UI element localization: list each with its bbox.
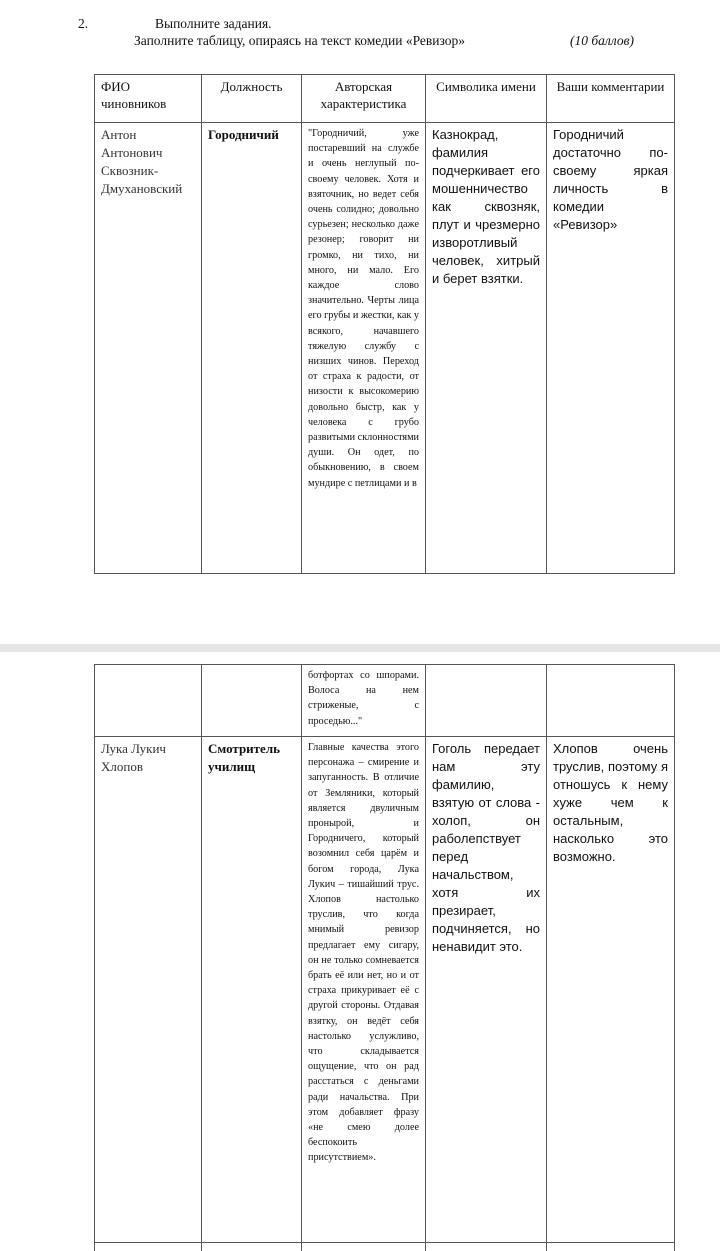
table-row [95,737,675,1243]
table-row [95,1243,675,1251]
next-row-cell [426,1243,547,1251]
task-subtask: Заполните таблицу, опираясь на текст комедии «Ревизор» [134,33,465,48]
row1-comment: Городничий достаточно по-своему яркая личность в комедии «Ревизор» [547,123,675,574]
table-header-row [95,75,675,123]
task-instruction: Выполните задания. [155,16,272,31]
row2-post: Смотритель училищ [202,737,302,1243]
header-author-description: Авторская характеристика [302,75,426,123]
page-2 [0,652,720,1251]
row2-symbolism: Гоголь передает нам эту фамилию, взятую от слова - холоп, он раболепствует перед начальством, хотя их презирает, подчиняется, но ненавидит это. [426,737,547,1243]
row1-description-continued: ботфортах со шпорами. Волоса на нем стриженые, с проседью..." [302,665,426,737]
next-row-cell [202,1243,302,1251]
row2-fio: Лука Лукич Хлопов [95,737,202,1243]
row1-description: "Городничий, уже постаревший на службе и очень неглупый по-своему человек. Хотя и взяточник, но ведет себя очень солидно; довольно сурьезен; несколько даже резонер; говорит ни громко, ни тихо, ни много, ни мало. Его каждое слово значительно. Черты лица его грубы и жестки, как у всякого, начавшего тяжелую службу с низших чинов. Переход от страха к радости, от низости к высокомерию довольно быстр, как у человека с грубо развитыми склонностями души. Он одет, по обыкновению, в своем мундире с петлицами и в [302,123,426,574]
row1-post-continued [202,665,302,737]
row1-fio-continued [95,665,202,737]
page-separator [0,644,720,652]
table-row [95,123,675,574]
header-comments: Ваши комментарии [547,75,675,123]
header-fio: ФИО чиновников [95,75,202,123]
row1-fio: Антон Антонович Сквозник-Дмухановский [95,123,202,574]
next-row-cell [547,1243,675,1251]
task-number: 2. [78,16,89,31]
header-post: Должность [202,75,302,123]
header-name-symbolism: Символика имени [426,75,547,123]
row2-comment: Хлопов очень труслив, поэтому я отношусь к нему хуже чем к остальным, насколько это возможно. [547,737,675,1243]
characters-table-continued [94,664,675,1251]
next-row-cell [95,1243,202,1251]
characters-table [94,74,675,574]
table-row [95,665,675,737]
row1-symbolism-continued [426,665,547,737]
row1-symbolism: Казнокрад, фамилия подчеркивает его мошенничество как сквозняк, плут и чрезмерно изворотливый человек, хитрый и берет взятки. [426,123,547,574]
row1-post: Городничий [202,123,302,574]
task-score: (10 баллов) [570,33,634,48]
next-row-cell [302,1243,426,1251]
row2-description: Главные качества этого персонажа – смирение и запуганность. В отличие от Земляники, который является двуличным пронырой, и Городничего, который возомнил себя царём и богом города, Лука Лукич – тишайший трус. Хлопов настолько труслив, что когда мнимый ревизор предлагает ему сигару, он не только сомневается брать её или нет, но и от страха прикуривает её с другой стороны. Отдавая взятку, он ведёт себя настолько услужливо, что складывается ощущение, что он рад расстаться с деньгами ради начальства. При этом добавляет фразу «не смею долее беспокоить присутствием». [302,737,426,1243]
row1-comment-continued [547,665,675,737]
